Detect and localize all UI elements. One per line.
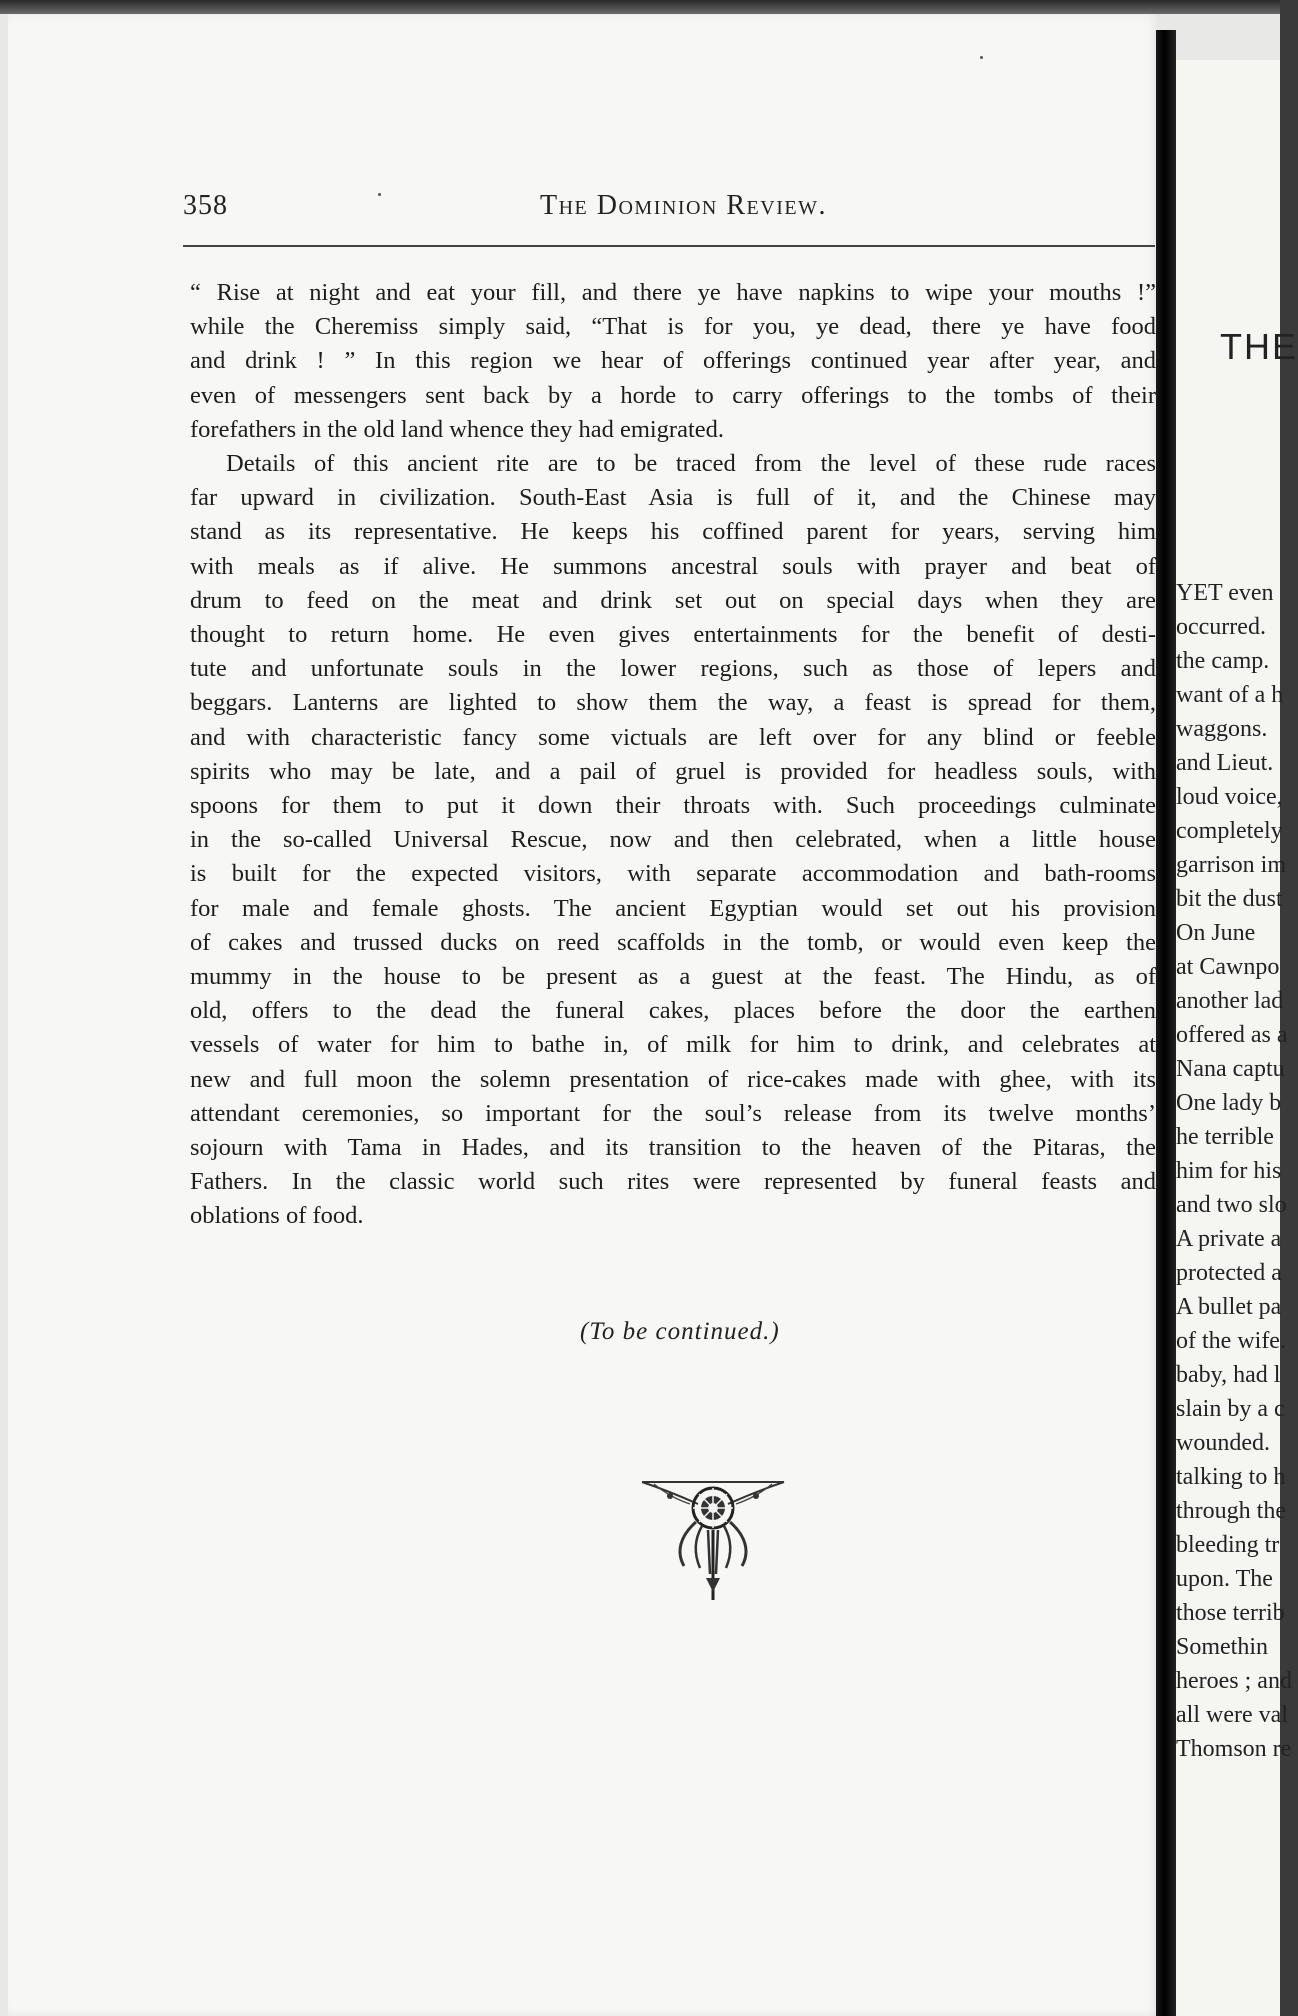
text-line: new and full moon the solemn presentation of rice-cakes made with ghee, with its — [190, 1065, 1156, 1093]
text-line: for male and female ghosts. The ancient Egyptian would set out his provision — [190, 894, 1156, 922]
to-be-continued-note: (To be continued.) — [580, 1318, 780, 1345]
text-line: through the — [1176, 1498, 1286, 1524]
text-line: attendant ceremonies, so important for the soul’s release from its twelve months’ — [190, 1099, 1156, 1127]
text-line: far upward in civilization. South-East Asia is full of it, and the Chinese may — [190, 484, 1156, 512]
text-line: garrison im — [1176, 852, 1286, 878]
text-line: at Cawnpo — [1176, 954, 1280, 980]
text-line: those terrib — [1176, 1600, 1285, 1626]
right-page-fragment — [1176, 60, 1298, 2016]
scan-speck — [980, 56, 983, 59]
tailpiece-ornament-icon — [640, 1474, 786, 1604]
text-line: On June — [1176, 920, 1256, 946]
text-line: old, offers to the dead the funeral cakes, places before the door the earthen — [190, 997, 1156, 1025]
text-line: bleeding tr — [1176, 1532, 1280, 1558]
text-line: completely — [1176, 818, 1283, 844]
text-line: One lady b — [1176, 1090, 1282, 1116]
text-line: while the Cheremiss simply said, “That is for you, ye dead, there ye have food — [190, 313, 1156, 341]
text-line: protected a — [1176, 1260, 1282, 1286]
text-line: thought to return home. He even gives entertainments for the benefit of desti- — [190, 621, 1156, 649]
text-line: stand as its representative. He keeps his coffined parent for years, serving him — [190, 518, 1156, 546]
scan-speck — [378, 193, 381, 196]
text-line: spirits who may be late, and a pail of gruel is provided for headless souls, with — [190, 757, 1156, 785]
text-line: Thomson re — [1176, 1736, 1292, 1762]
text-line: vessels of water for him to bathe in, of milk for him to drink, and celebrates at — [190, 1031, 1156, 1059]
text-line: and drink ! ” In this region we hear of offerings continued year after year, and — [190, 347, 1156, 375]
text-line: baby, had l — [1176, 1362, 1281, 1388]
text-line: Somethin — [1176, 1634, 1269, 1660]
text-line: sojourn with Tama in Hades, and its transition to the heaven of the Pitaras, the — [190, 1134, 1156, 1162]
text-line: and two slo — [1176, 1192, 1287, 1218]
text-line: bit the dust — [1176, 886, 1283, 912]
text-line: slain by a c — [1176, 1396, 1285, 1422]
running-title: The Dominion Review. — [540, 190, 827, 221]
text-line: tute and unfortunate souls in the lower regions, such as those of lepers and — [190, 655, 1156, 683]
text-line: A private a — [1176, 1226, 1282, 1252]
header-rule — [183, 245, 1155, 247]
text-line: waggons. — [1176, 716, 1268, 742]
text-line: want of a h — [1176, 682, 1284, 708]
text-line: “ Rise at night and eat your fill, and there ye have napkins to wipe your mouths !” — [190, 279, 1156, 306]
text-line: Nana captu — [1176, 1056, 1285, 1082]
text-line: loud voice, — [1176, 784, 1283, 810]
text-line: talking to h — [1176, 1464, 1286, 1490]
text-line: with meals as if alive. He summons ancestral souls with prayer and beat of — [190, 552, 1156, 580]
text-line: A bullet pa — [1176, 1294, 1282, 1320]
text-line: him for his — [1176, 1158, 1282, 1184]
book-gutter — [1156, 30, 1176, 2016]
scan-top-edge — [0, 0, 1280, 14]
right-page-heading: THE — [1220, 326, 1298, 367]
text-line: even of messengers sent back by a horde to carry offerings to the tombs of their — [190, 381, 1156, 409]
text-line: occurred. — [1176, 614, 1266, 640]
text-line: in the so-called Universal Rescue, now and then celebrated, when a little house — [190, 826, 1156, 854]
text-line: of the wife. — [1176, 1328, 1286, 1354]
text-line: forefathers in the old land whence they had emigrated. — [190, 415, 725, 443]
text-line: and with characteristic fancy some victuals are left over for any blind or feeble — [190, 723, 1156, 751]
text-line: of cakes and trussed ducks on reed scaffolds in the tomb, or would even keep the — [190, 928, 1156, 956]
text-line: upon. The — [1176, 1566, 1273, 1592]
text-line: spoons for them to put it down their throats with. Such proceedings culminate — [190, 792, 1156, 820]
body-text — [190, 276, 1156, 1234]
text-line: mummy in the house to be present as a guest at the feast. The Hindu, as of — [190, 963, 1156, 991]
text-line: he terrible — [1176, 1124, 1274, 1150]
text-line: wounded. — [1176, 1430, 1270, 1456]
text-line: drum to feed on the meat and drink set out on special days when they are — [190, 586, 1156, 614]
text-line: is built for the expected visitors, with separate accommodation and bath-rooms — [190, 860, 1156, 888]
text-line: Details of this ancient rite are to be traced from the level of these rude races — [226, 450, 1156, 478]
text-line: and Lieut. — [1176, 750, 1274, 776]
text-line: another lad — [1176, 988, 1284, 1014]
text-line: beggars. Lanterns are lighted to show them the way, a feast is spread for them, — [190, 689, 1156, 717]
right-page-text — [1176, 576, 1292, 1766]
text-line: Fathers. In the classic world such rites were represented by funeral feasts and — [190, 1168, 1156, 1196]
text-line: oblations of food. — [190, 1202, 364, 1230]
text-line: offered as a — [1176, 1022, 1288, 1048]
text-line: all were val — [1176, 1702, 1288, 1728]
text-line: YET even — [1176, 580, 1274, 606]
page-number: 358 — [183, 190, 228, 221]
text-line: heroes ; and — [1176, 1668, 1292, 1694]
text-line: the camp. — [1176, 648, 1270, 674]
